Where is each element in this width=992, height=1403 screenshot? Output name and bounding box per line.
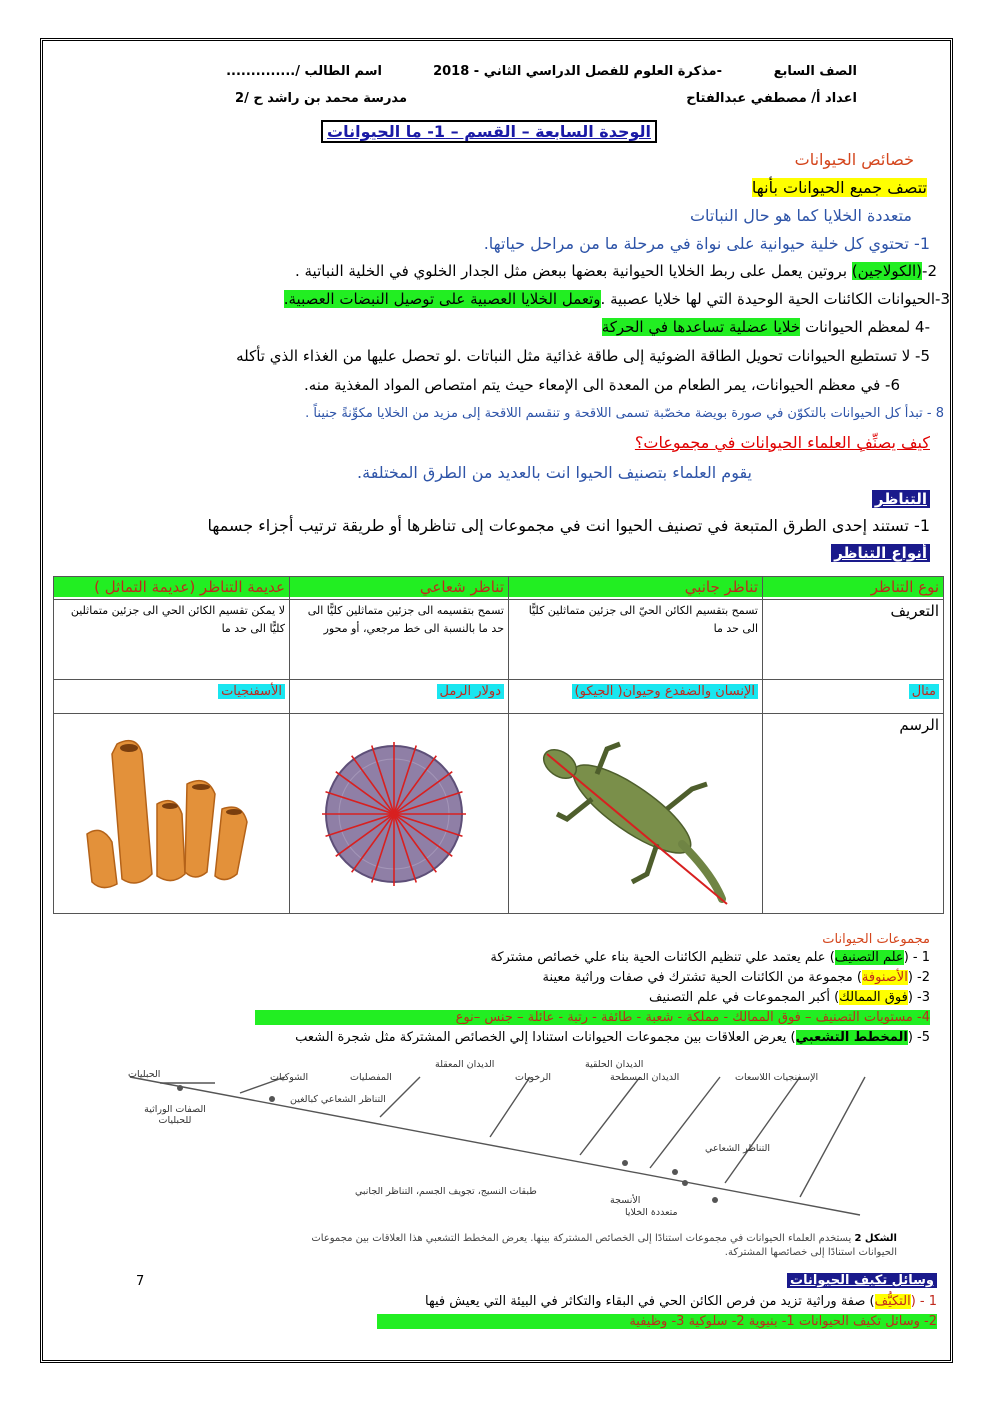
adaptation-item-2: 2- وسائل تكيف الحيوانات 1- بنيوية 2- سلوكية 3- وظيفية <box>377 1314 937 1329</box>
nerve-cells-highlight: وتعمل الخلايا العصبية على توصيل النبضات العصبية. <box>283 290 601 308</box>
classification-answer: يقوم العلماء بتصنيف الحيوا انت بالعديد من الطرق المختلفة. <box>357 463 752 482</box>
tip-chordates: الحبليات <box>128 1069 161 1080</box>
asymmetry-example: الأسفنجيات <box>54 680 290 714</box>
memo-title: -مذكرة العلوم للفصل الدراسي الثاني - 2018 <box>433 64 722 79</box>
taxon-term: الأصنوفة <box>861 970 908 985</box>
row-label-type: نوع التناظر <box>763 577 944 600</box>
sand-dollar-drawing <box>290 714 509 914</box>
trait-tissues: الأنسجة <box>610 1195 641 1206</box>
group-item-3: 3- (فوق الممالك) أكبر المجموعات في علم التصنيف <box>649 990 930 1005</box>
taxonomy-term: علم التصنيف <box>834 950 904 965</box>
tip-flatworms: الديدان المسطحة <box>610 1072 680 1083</box>
figure-caption <box>307 1232 897 1260</box>
group-item-1: 1 - (علم التصنيف) علم يعتمد علي تنظيم الكائنات الحية بناء علي خصائص مشتركة <box>490 950 930 965</box>
muscle-cells-highlight: خلايا عضلية تساعدها في الحركة <box>601 318 801 336</box>
student-name: اسم الطالب /.............. <box>226 64 382 79</box>
row-label-example: مثال <box>763 680 944 714</box>
trait-radial: التناظر الشعاعي <box>705 1143 771 1154</box>
radial-example: دولار الرمل <box>290 680 509 714</box>
school-name: مدرسة محمد بن راشد ح /2 <box>235 91 407 106</box>
symmetry-types-heading: أنواع التناظر <box>831 544 930 562</box>
trait-item-6: 6- في معظم الحيوانات، يمر الطعام من المعدة الى الإمعاء حيث يتم امتصاص المواد المغذية منه. <box>304 376 900 394</box>
domain-term: فوق الممالك <box>839 990 908 1005</box>
figure-label: الشكل 2 <box>854 1233 897 1244</box>
trait-item-8: 8 - تبدأ كل الحيوانات بالتكوّن في صورة بويضة مخصّبة تسمى اللاقحة و تنقسم اللاقحة إلى مزيد من الخلايا مكوِّنةً جنيناً . <box>305 406 944 421</box>
adaptation-heading: وسائل تكيف الحيوانات <box>787 1273 937 1288</box>
tip-mollusks: الرخويات <box>515 1072 552 1083</box>
page-number: 7 <box>136 1274 145 1289</box>
trait-4-text: -4 لمعظم الحيوانات <box>804 318 930 336</box>
cladogram-term: المخطط التشعبي <box>795 1030 908 1045</box>
symmetry-heading: التناظر <box>872 490 930 508</box>
trait-tissue-layers: طبقات النسيج، تجويف الجسم، التناظر الجانبي <box>355 1186 537 1197</box>
asymmetry-type: عديمة التناظر (عديمة التماثل ) <box>54 577 290 600</box>
bilateral-definition: تسمح بتقسيم الكائن الحيّ الى جزئين متماثلين كليًّا الى حد ما <box>509 600 763 680</box>
trait-multicellular: متعددة الخلايا <box>625 1207 678 1218</box>
group-item-5: 5- (المخطط التشعبي) يعرض العلاقات بين مجموعات الحيوانات استنادا إلي الخصائص المشتركة مثل شجرة الشعب <box>295 1030 930 1045</box>
prepared-by: اعداد أ/ مصطفي عبدالفتاح <box>686 91 857 106</box>
unit-title: الوحدة السابعة – القسم – 1- ما الحيوانات <box>321 120 657 143</box>
tip-annelids: الديدان المعقلة <box>435 1059 495 1070</box>
gecko-drawing <box>509 714 763 914</box>
radial-definition: تسمح بتقسيمه الى جزئين متماثلين كليًّا الى حد ما بالنسبة الى خط مرجعي، أو محور <box>290 600 509 680</box>
sponge-image <box>57 714 289 910</box>
tip-echinoderms: الشوكيات <box>270 1072 309 1083</box>
gecko-image <box>512 714 762 910</box>
characteristics-heading: خصائص الحيوانات <box>794 150 914 169</box>
figure-caption-text: يستخدم العلماء الحيوانات في مجموعات استنادًا إلى الخصائص المشتركة بينها. يعرض المخطط التشعبي هذا العلاقات بين مجموعات الحيوانات استنادًا إلى خصائصها المشتركة. <box>311 1233 897 1258</box>
trait-item-5: 5- لا تستطيع الحيوانات تحويل الطاقة الضوئية إلى طاقة غذائية مثل النباتات .لو تحصل عليها من الغذاء الذي تأكله <box>236 347 930 365</box>
radial-type: تناظر شعاعي <box>290 577 509 600</box>
adaptation-term: التكيُّف <box>874 1294 911 1309</box>
trait-2-num: 2- <box>922 262 937 280</box>
multicell-line: متعددة الخلايا كما هو حال النباتات <box>689 206 912 225</box>
trait-2-text: بروتين يعمل على ربط الخلايا الحيوانية بعضها ببعض مثل الجدار الخلوي في الخلية النباتية . <box>294 262 847 280</box>
trait-item-1: 1- تحتوي كل خلية حيوانية على نواة في مرحلة ما من مراحل حياتها. <box>483 234 930 253</box>
cladogram <box>120 1065 900 1225</box>
tip-arthropods: المفصليات <box>350 1072 392 1083</box>
row-label-drawing: الرسم <box>763 714 944 914</box>
grade-label: الصف السابع <box>773 64 857 79</box>
sponge-drawing <box>54 714 290 914</box>
row-label-definition: التعريف <box>763 600 944 680</box>
trait-item-2 <box>295 262 937 280</box>
bilateral-type: تناظر جانبي <box>509 577 763 600</box>
tip-roundworms: الديدان الحلقية <box>585 1059 644 1070</box>
symmetry-definition: 1- تستند إحدى الطرق المتبعة في تصنيف الحيوا انت في مجموعات إلى تناظرها أو طريقة ترتيب أجزاء جسمها <box>207 516 930 535</box>
trait-3-num: 3- <box>935 290 950 308</box>
groups-heading: مجموعات الحيوانات <box>822 932 930 947</box>
tip-sponges-cnidarians: الإسفنجيات اللاسعات <box>735 1072 819 1083</box>
trait-radial-adult: التناظر الشعاعي كبالغين <box>290 1094 386 1105</box>
asymmetry-definition: لا يمكن تقسيم الكائن الحي الى جزئين متماثلين كليًّا الى حد ما <box>54 600 290 680</box>
trait-item-4 <box>602 318 930 336</box>
collagen-term: (الكولاجين) <box>851 262 923 280</box>
trait-chordate: الصفات الوراثية للحبليات <box>144 1104 206 1126</box>
symmetry-table <box>53 576 944 914</box>
adaptation-item-1: 1 - (التكيُّف) صفة وراثية تزيد من فرص الكائن الحي في البقاء والتكاثر في البيئة التي يعيش فيها <box>425 1294 937 1309</box>
group-item-4: 4- مستويات التصنيف – فوق الممالك - مملكة - شعبة - طائفة - رتبة - عائلة – جنس –نوع <box>255 1010 930 1025</box>
characteristics-intro: تتصف جميع الحيوانات بأنها <box>751 178 927 197</box>
sand-dollar-image <box>294 714 508 910</box>
bilateral-example: الإنسان والضفدع وحيوان( الجيكو) <box>509 680 763 714</box>
classification-question: كيف يصنِّفِ العلماء الحيوانات في مجموعات؟ <box>634 433 930 452</box>
trait-3-text: الحيوانات الكائنات الحية الوحيدة التي لها خلايا عصبية . <box>600 290 936 308</box>
trait-item-3 <box>284 290 950 308</box>
group-item-2: 2- (الأصنوفة) مجموعة من الكائنات الحية تشترك في صفات وراثية معينة <box>542 970 930 985</box>
